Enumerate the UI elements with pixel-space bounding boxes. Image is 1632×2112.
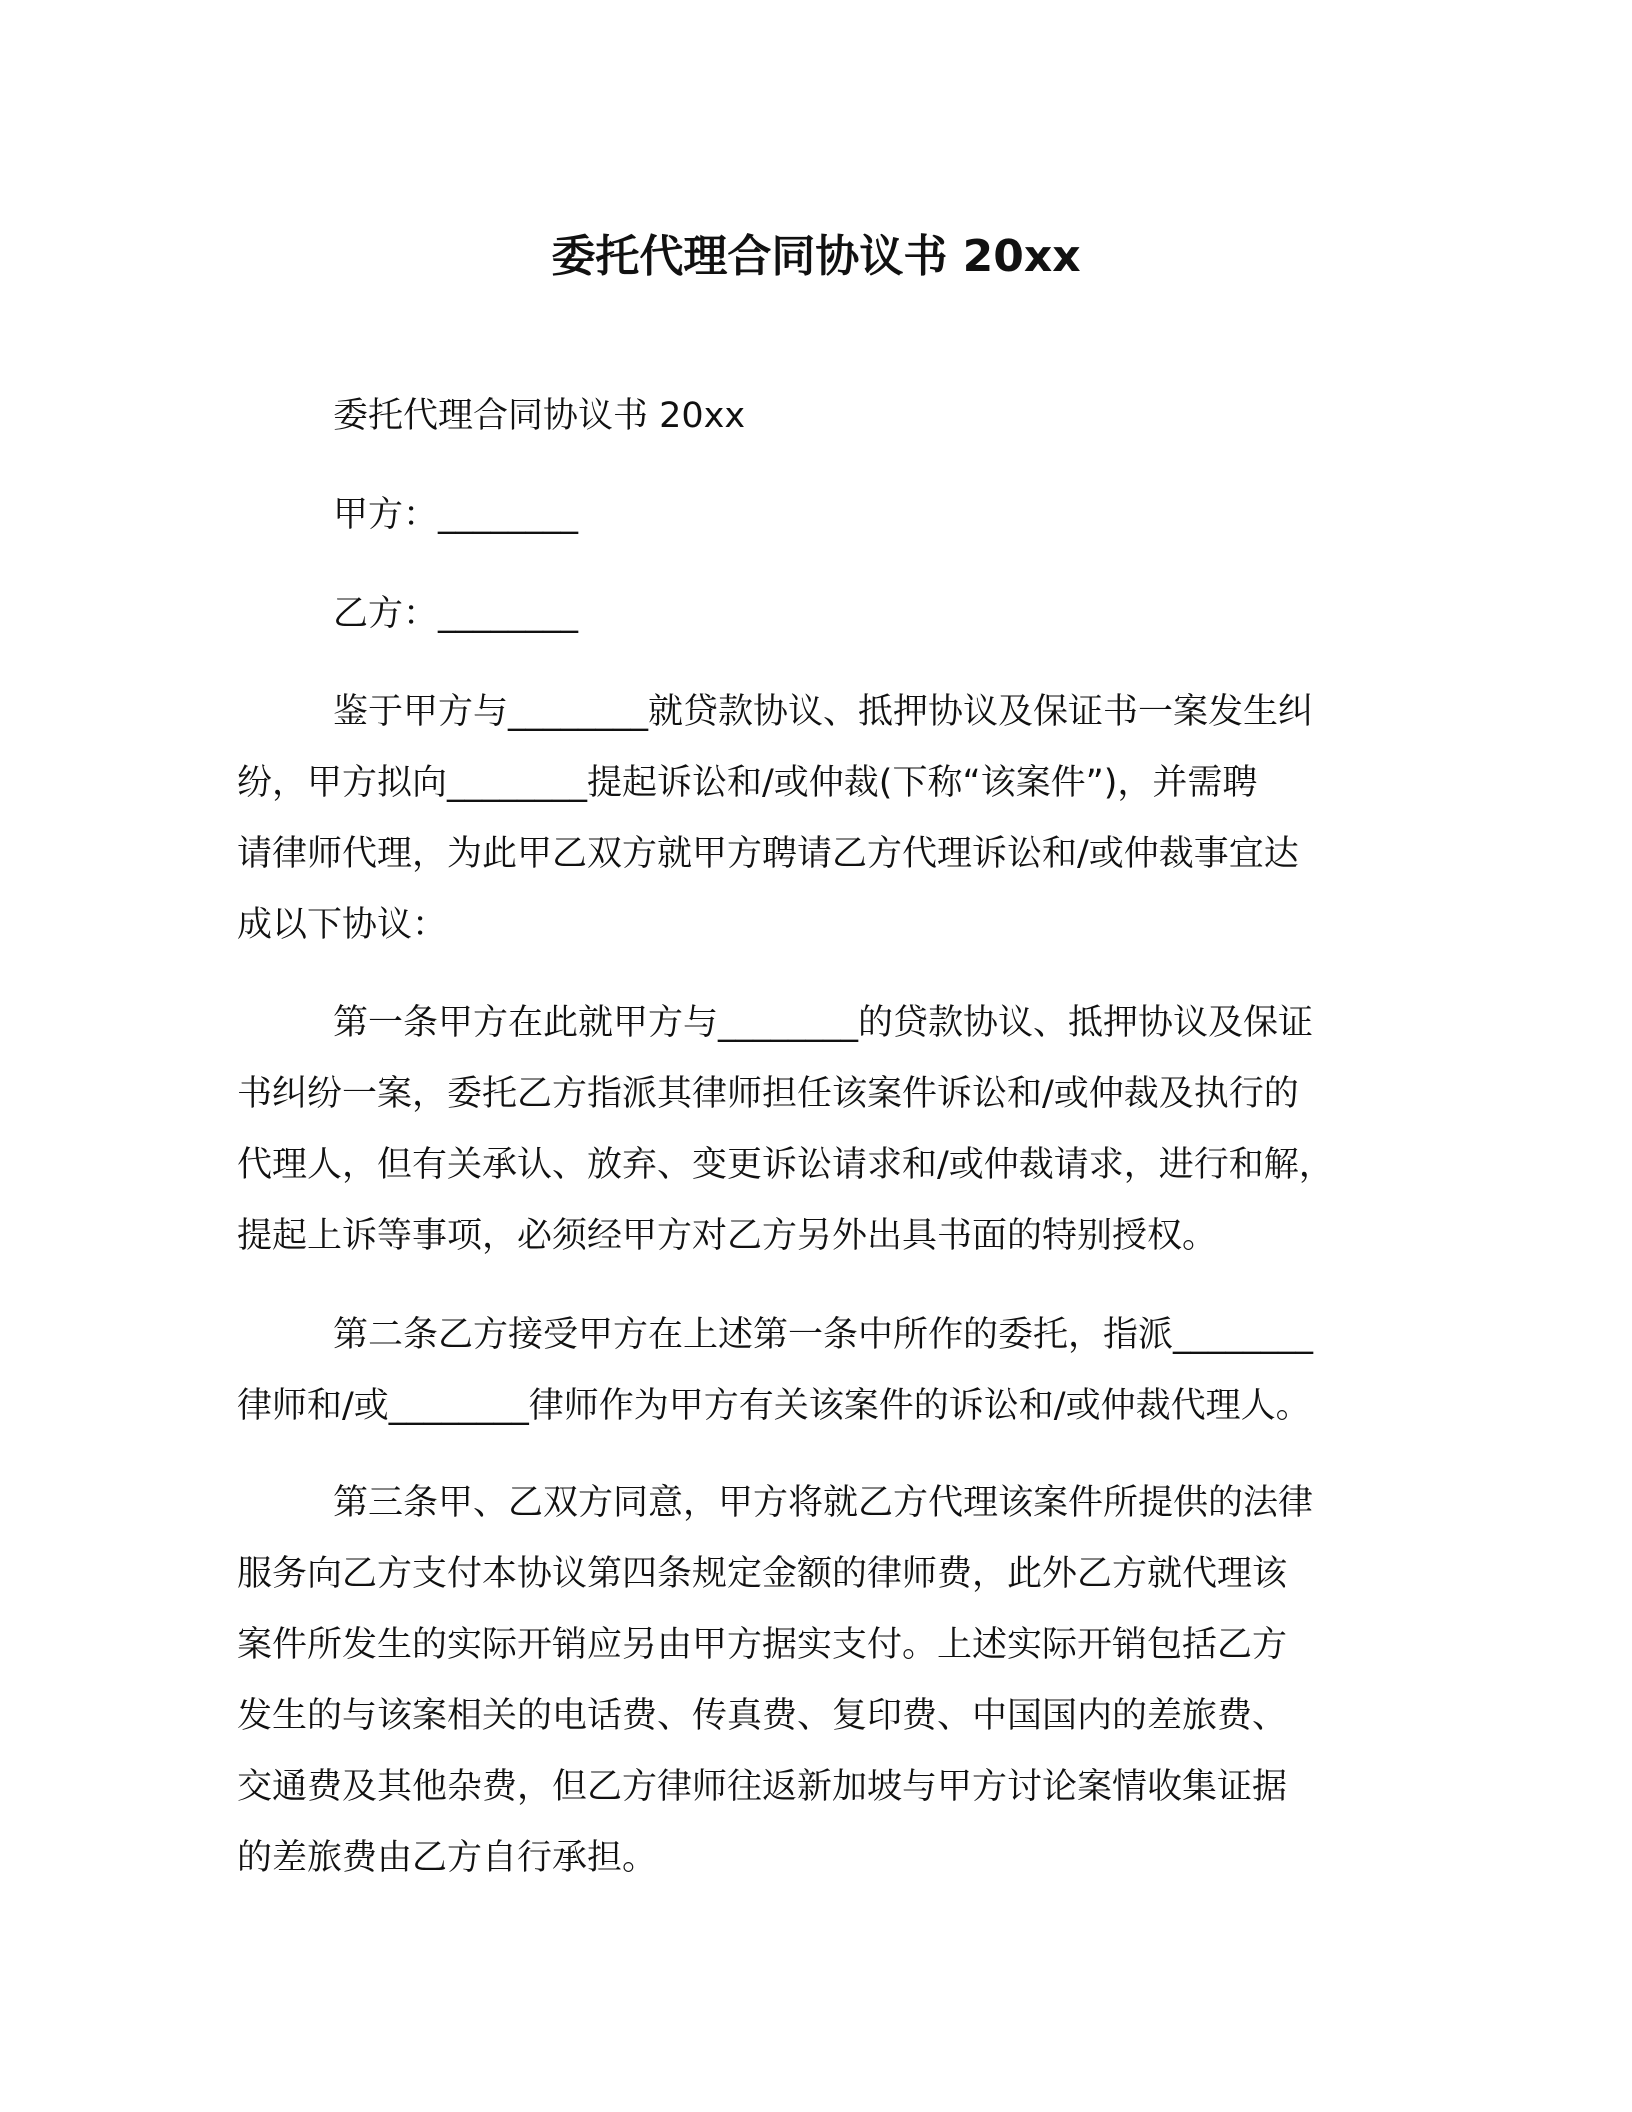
text-line: 第一条甲方在此就甲方与________的贷款协议、抵押协议及保证 [333,1003,1314,1043]
text-line: 交通费及其他杂费，但乙方律师往返新加坡与甲方讨论案情收集证据 [237,1767,1288,1807]
text-line: 第二条乙方接受甲方在上述第一条中所作的委托，指派________ [333,1315,1314,1355]
text-line: 服务向乙方支付本协议第四条规定金额的律师费，此外乙方就代理该 [237,1554,1288,1594]
paragraph-article-3 [237,1468,1387,1894]
paragraph-party-b [237,579,1387,650]
document-title: 委托代理合同协议书 20xx [551,231,1081,282]
text-line: 委托代理合同协议书 20xx [333,396,746,436]
text-line: 甲方：________ [333,495,579,535]
paragraph-party-a [237,480,1387,551]
text-line: 代理人，但有关承认、放弃、变更诉讼请求和/或仲裁请求，进行和解， [237,1145,1334,1185]
paragraph-preamble [237,677,1387,961]
text-line: 律师和/或________律师作为甲方有关该案件的诉讼和/或仲裁代理人。 [237,1386,1311,1426]
text-line: 第三条甲、乙双方同意，甲方将就乙方代理该案件所提供的法律 [333,1483,1314,1523]
text-line: 鉴于甲方与________就贷款协议、抵押协议及保证书一案发生纠 [333,692,1314,732]
text-line: 乙方：________ [333,594,579,634]
text-line: 请律师代理，为此甲乙双方就甲方聘请乙方代理诉讼和/或仲裁事宜达 [237,834,1299,874]
paragraph-article-1 [237,988,1387,1272]
text-line: 案件所发生的实际开销应另由甲方据实支付。上述实际开销包括乙方 [237,1625,1288,1665]
text-line: 的差旅费由乙方自行承担。 [237,1838,658,1878]
text-line: 书纠纷一案，委托乙方指派其律师担任该案件诉讼和/或仲裁及执行的 [237,1074,1299,1114]
text-line: 发生的与该案相关的电话费、传真费、复印费、中国国内的差旅费、 [237,1696,1288,1736]
paragraph-subtitle [237,381,1387,452]
text-line: 纷，甲方拟向________提起诉讼和/或仲裁(下称“该案件”)，并需聘 [237,763,1258,803]
text-line: 成以下协议： [237,905,448,945]
text-line: 提起上诉等事项，必须经甲方对乙方另外出具书面的特别授权。 [237,1216,1218,1256]
paragraph-article-2 [237,1300,1387,1442]
